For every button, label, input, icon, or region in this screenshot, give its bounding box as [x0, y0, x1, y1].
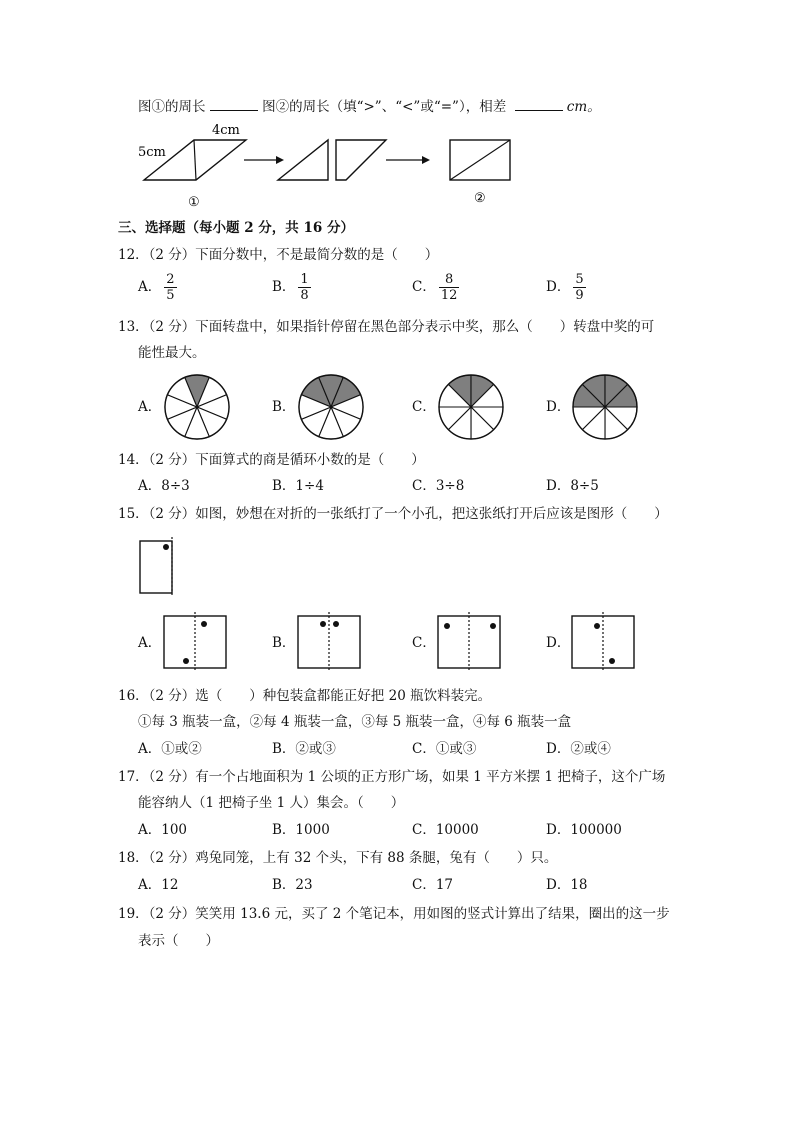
- q12-option-c[interactable]: [412, 272, 459, 303]
- q11-left-text: 图①的周长: [138, 99, 206, 115]
- q16-option-c[interactable]: C．①或③: [412, 741, 477, 757]
- q15-hole: [163, 544, 169, 550]
- fraction-numerator: 1: [300, 272, 309, 287]
- q14-option-c[interactable]: C．3÷8: [412, 478, 465, 494]
- q18-option-a[interactable]: A．12: [138, 877, 179, 893]
- q12-option-a-fraction: [164, 272, 176, 303]
- q15-option-b-figure[interactable]: [296, 610, 364, 674]
- fraction-numerator: 8: [444, 272, 454, 287]
- q17-stem-line-2: 能容纳人（1 把椅子坐 1 人）集会。（ ）: [138, 795, 405, 811]
- q13-option-d-letter[interactable]: D．: [546, 399, 571, 415]
- q16-stem: 16．（2 分）选（ ）种包装盒都能正好把 20 瓶饮料装完。: [118, 688, 492, 704]
- fraction-numerator: 5: [575, 272, 584, 287]
- q13-stem-line-1: 13．（2 分）下面转盘中，如果指针停留在黑色部分表示中奖，那么（ ）转盘中奖的可: [118, 319, 655, 335]
- q15-stem: 15．（2 分）如图，妙想在对折的一张纸打了一个小孔，把这张纸打开后应该是图形（ ）: [118, 506, 668, 522]
- q14-option-a[interactable]: A．8÷3: [138, 478, 190, 494]
- q16-conditions: ①每 3 瓶装一盒，②每 4 瓶装一盒，③每 5 瓶装一盒，④每 6 瓶装一盒: [138, 714, 572, 730]
- q15-option-a-letter[interactable]: A．: [138, 635, 162, 651]
- q15-option-c-letter[interactable]: C．: [412, 635, 436, 651]
- q15-folded-paper: [138, 535, 182, 597]
- q11-unit: cm。: [566, 99, 601, 115]
- q11-top-label: 4cm: [212, 123, 240, 138]
- q15-option-a-figure[interactable]: [162, 610, 230, 674]
- q13-option-c-letter[interactable]: C．: [412, 399, 436, 415]
- q12-option-c-fraction: [439, 272, 460, 303]
- option-hole: [333, 621, 339, 627]
- q11-arrow-1-head: [276, 156, 284, 164]
- q17-option-c[interactable]: C．10000: [412, 822, 479, 838]
- q19-stem-line-2: 表示（ ）: [138, 933, 219, 949]
- option-hole: [201, 621, 207, 627]
- fraction-denominator: 9: [575, 288, 584, 303]
- q11-side-label: 5cm: [138, 145, 166, 160]
- option-hole: [444, 623, 450, 629]
- q11-text-line: [138, 96, 601, 116]
- option-hole: [594, 623, 600, 629]
- q15-option-c-figure[interactable]: [436, 610, 504, 674]
- q16-option-a[interactable]: A．①或②: [138, 741, 202, 757]
- q12-option-a[interactable]: [138, 272, 177, 303]
- q11-fig1-label: ①: [188, 195, 200, 210]
- section-3-heading: 三、选择题（每小题 2 分，共 16 分）: [118, 220, 354, 236]
- option-hole: [183, 658, 189, 664]
- q17-stem-line-1: 17．（2 分）有一个占地面积为 1 公顷的正方形广场，如果 1 平方米摆 1 把椅子，这个广场: [118, 769, 666, 785]
- q13-spinner-c[interactable]: [436, 372, 506, 442]
- option-hole: [320, 621, 326, 627]
- q18-stem: 18．（2 分）鸡兔同笼，上有 32 个头，下有 88 条腿，兔有（ ）只。: [118, 850, 558, 866]
- q14-option-b[interactable]: B．1÷4: [272, 478, 324, 494]
- q14-option-d[interactable]: D．8÷5: [546, 478, 599, 494]
- q11-rectangle-diagonal: [450, 140, 510, 180]
- q13-spinner-b[interactable]: [296, 372, 366, 442]
- option-hole: [609, 658, 615, 664]
- q19-stem-line-1: 19．（2 分）笑笑用 13.6 元，买了 2 个笔记本，用如图的竖式计算出了结果，圈出的这一步: [118, 906, 670, 922]
- q15-option-b-letter[interactable]: B．: [272, 635, 296, 651]
- q15-option-d-letter[interactable]: D．: [546, 635, 571, 651]
- q11-mid-text: 图②的周长（填“>”、“<”或“=”），相差: [262, 99, 507, 115]
- q13-spinner-a[interactable]: [162, 372, 232, 442]
- q18-option-b[interactable]: B．23: [272, 877, 313, 893]
- fraction-numerator: 2: [166, 272, 175, 287]
- q11-figure: [136, 120, 516, 212]
- fraction-denominator: 5: [166, 288, 175, 303]
- q12-option-d-letter: D．: [546, 279, 571, 295]
- q12-option-b-fraction: [298, 272, 310, 303]
- q16-option-d[interactable]: D．②或④: [546, 741, 611, 757]
- option-hole: [490, 623, 496, 629]
- q11-blank-diff[interactable]: [515, 96, 563, 111]
- fraction-denominator: 8: [300, 288, 309, 303]
- q12-option-d[interactable]: [546, 272, 586, 303]
- q13-option-b-letter[interactable]: B．: [272, 399, 296, 415]
- q11-fig2-label: ②: [474, 191, 486, 206]
- q12-option-b-letter: B．: [272, 279, 296, 295]
- q11-trapezoid-piece: [336, 140, 386, 180]
- q17-option-d[interactable]: D．100000: [546, 822, 622, 838]
- q11-parallelogram-cut: [194, 140, 196, 180]
- q12-option-a-letter: A．: [138, 279, 162, 295]
- fraction-denominator: 12: [440, 288, 458, 303]
- q12-option-b[interactable]: [272, 272, 311, 303]
- q11-arrow-2-head: [422, 156, 430, 164]
- q12-stem: 12．（2 分）下面分数中，不是最简分数的是（ ）: [118, 247, 439, 263]
- q13-spinner-d[interactable]: [570, 372, 640, 442]
- q12-option-c-letter: C．: [412, 279, 436, 295]
- q11-triangle-piece: [278, 140, 328, 180]
- q13-option-a-letter[interactable]: A．: [138, 399, 162, 415]
- q11-blank-compare[interactable]: [210, 96, 258, 111]
- q14-stem: 14．（2 分）下面算式的商是循环小数的是（ ）: [118, 452, 425, 468]
- q18-option-c[interactable]: C．17: [412, 877, 454, 893]
- q15-option-d-figure[interactable]: [570, 610, 638, 674]
- q17-option-b[interactable]: B．1000: [272, 822, 330, 838]
- q13-stem-line-2: 能性最大。: [138, 345, 206, 361]
- q12-option-d-fraction: [573, 272, 585, 303]
- q16-option-b[interactable]: B．②或③: [272, 741, 336, 757]
- q17-option-a[interactable]: A．100: [138, 822, 188, 838]
- q18-option-d[interactable]: D．18: [546, 877, 588, 893]
